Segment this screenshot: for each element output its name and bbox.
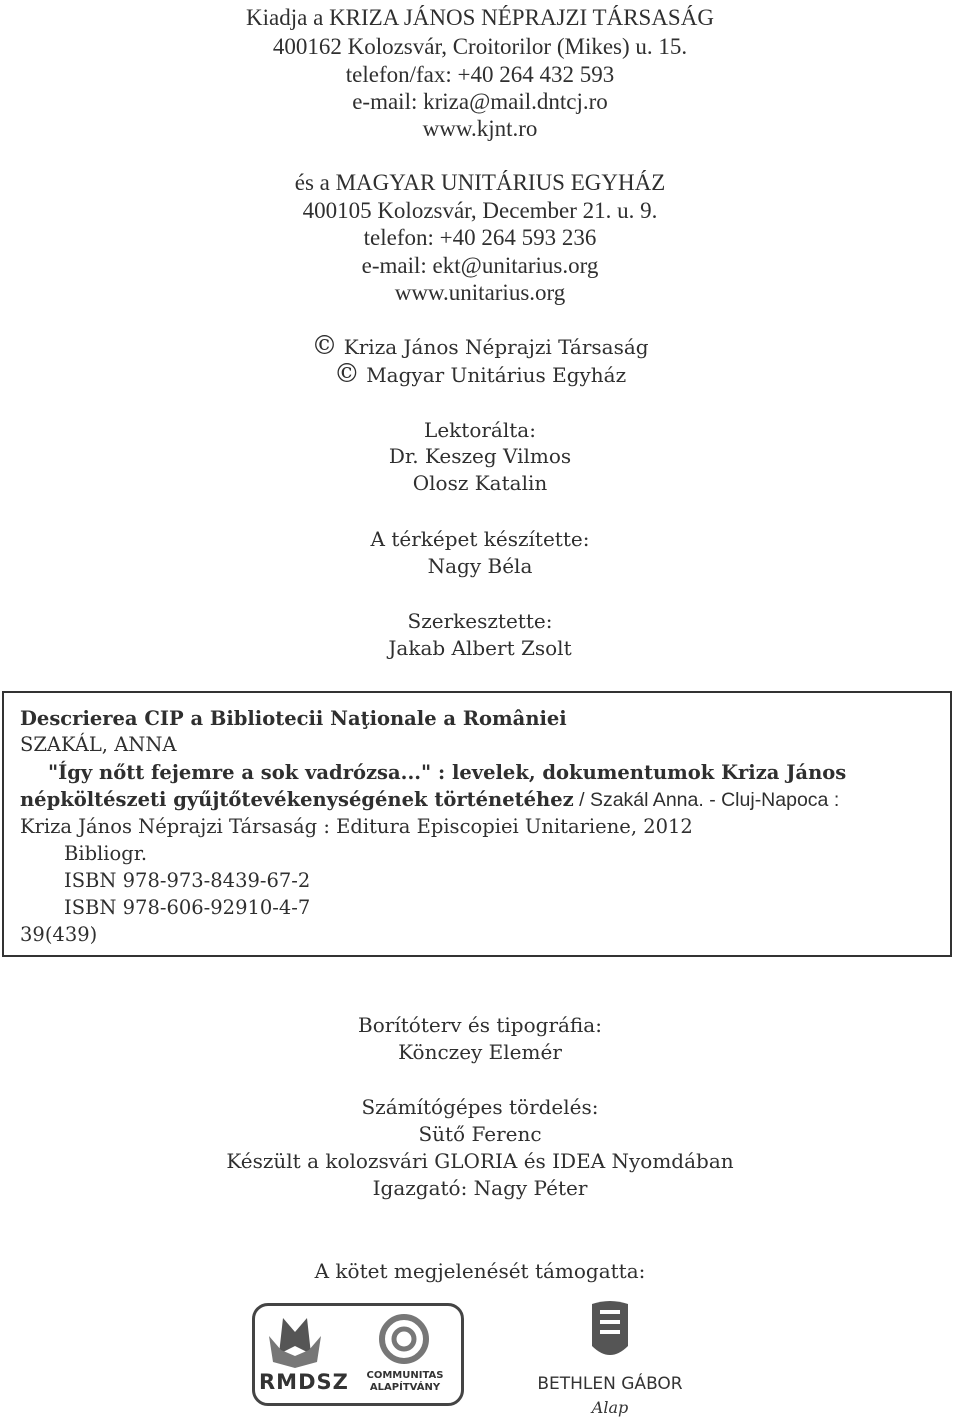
copublisher-line: és a MAGYAR UNITÁRIUS EGYHÁZ bbox=[294, 170, 666, 195]
rmdsz-communitas-logo-card bbox=[252, 1303, 464, 1406]
map-author: Nagy Béla bbox=[427, 554, 533, 578]
cover-design-label: Borítóterv és tipográfia: bbox=[358, 1013, 602, 1037]
lektor-name-1: Dr. Keszeg Vilmos bbox=[388, 444, 572, 468]
typesetting-name: Sütő Ferenc bbox=[418, 1122, 542, 1146]
lektor-label: Lektorálta: bbox=[424, 418, 536, 442]
rmdsz-wordmark: RMDSZ bbox=[259, 1370, 349, 1394]
editor-name: Jakab Albert Zsolt bbox=[388, 636, 572, 660]
copyright-symbol: © bbox=[333, 359, 360, 389]
cip-title-line-2 bbox=[20, 788, 839, 812]
bethlen-gabor-wordmark: BETHLEN GÁBOR bbox=[537, 1374, 683, 1394]
map-label: A térképet készítette: bbox=[370, 527, 590, 551]
cip-author: SZAKÁL, ANNA bbox=[20, 733, 177, 756]
lektor-name-2: Olosz Katalin bbox=[412, 471, 548, 495]
copyright-symbol: © bbox=[311, 331, 338, 361]
publisher-line: Kiadja a KRIZA JÁNOS NÉPRAJZI TÁRSASÁG bbox=[246, 5, 714, 30]
copyright-holder: Magyar Unitárius Egyház bbox=[366, 363, 627, 387]
communitas-wordmark-2: ALAPÍTVÁNY bbox=[369, 1382, 441, 1393]
editor-label: Szerkesztette: bbox=[407, 609, 553, 633]
copyright-holder: Kriza János Néprajzi Társaság bbox=[343, 335, 649, 359]
publisher-phone: telefon/fax: +40 264 432 593 bbox=[345, 62, 615, 87]
cip-title-line-1: "Így nőtt fejemre a sok vadrózsa..." : levelek, dokumentumok Kriza János bbox=[48, 761, 847, 784]
printer-director: Igazgató: Nagy Péter bbox=[372, 1176, 588, 1200]
copublisher-web: www.unitarius.org bbox=[394, 280, 566, 305]
cip-udc: 39(439) bbox=[20, 923, 98, 946]
cip-responsibility: / Szakál Anna. - Cluj-Napoca : bbox=[573, 789, 840, 811]
bethlen-gabor-logo bbox=[530, 1298, 690, 1423]
printer-line: Készült a kolozsvári GLORIA és IDEA Nyomdában bbox=[226, 1149, 734, 1173]
cip-bibliography: Bibliogr. bbox=[64, 842, 148, 865]
cip-title-cont: népköltészeti gyűjtőtevékenységének történetéhez bbox=[20, 788, 574, 811]
cip-isbn-2: ISBN 978-606-92910-4-7 bbox=[64, 896, 311, 919]
bethlen-gabor-emblem-icon bbox=[530, 1298, 690, 1368]
publisher-address: 400162 Kolozsvár, Croitorilor (Mikes) u. 15. bbox=[272, 34, 688, 59]
cip-record-box bbox=[2, 691, 952, 957]
copyright-line-1 bbox=[0, 333, 960, 360]
copublisher-address: 400105 Kolozsvár, December 21. u. 9. bbox=[302, 198, 658, 223]
communitas-wordmark-1: COMMUNITAS bbox=[366, 1370, 444, 1381]
publisher-web: www.kjnt.ro bbox=[422, 116, 538, 141]
cip-heading: Descrierea CIP a Bibliotecii Naţionale a României bbox=[20, 707, 567, 730]
typesetting-label: Számítógépes tördelés: bbox=[361, 1095, 599, 1119]
copublisher-email: e-mail: ekt@unitarius.org bbox=[361, 253, 599, 278]
copublisher-phone: telefon: +40 264 593 236 bbox=[363, 225, 597, 250]
copyright-line-2 bbox=[0, 361, 960, 388]
cip-imprint: Kriza János Néprajzi Társaság : Editura Episcopiei Unitariene, 2012 bbox=[20, 815, 693, 838]
support-label: A kötet megjelenését támogatta: bbox=[314, 1259, 646, 1283]
cover-design-name: Könczey Elemér bbox=[398, 1040, 562, 1064]
publisher-email: e-mail: kriza@mail.dntcj.ro bbox=[352, 89, 608, 114]
cip-isbn-1: ISBN 978-973-8439-67-2 bbox=[64, 869, 311, 892]
bethlen-gabor-sub: Alap bbox=[591, 1398, 629, 1417]
